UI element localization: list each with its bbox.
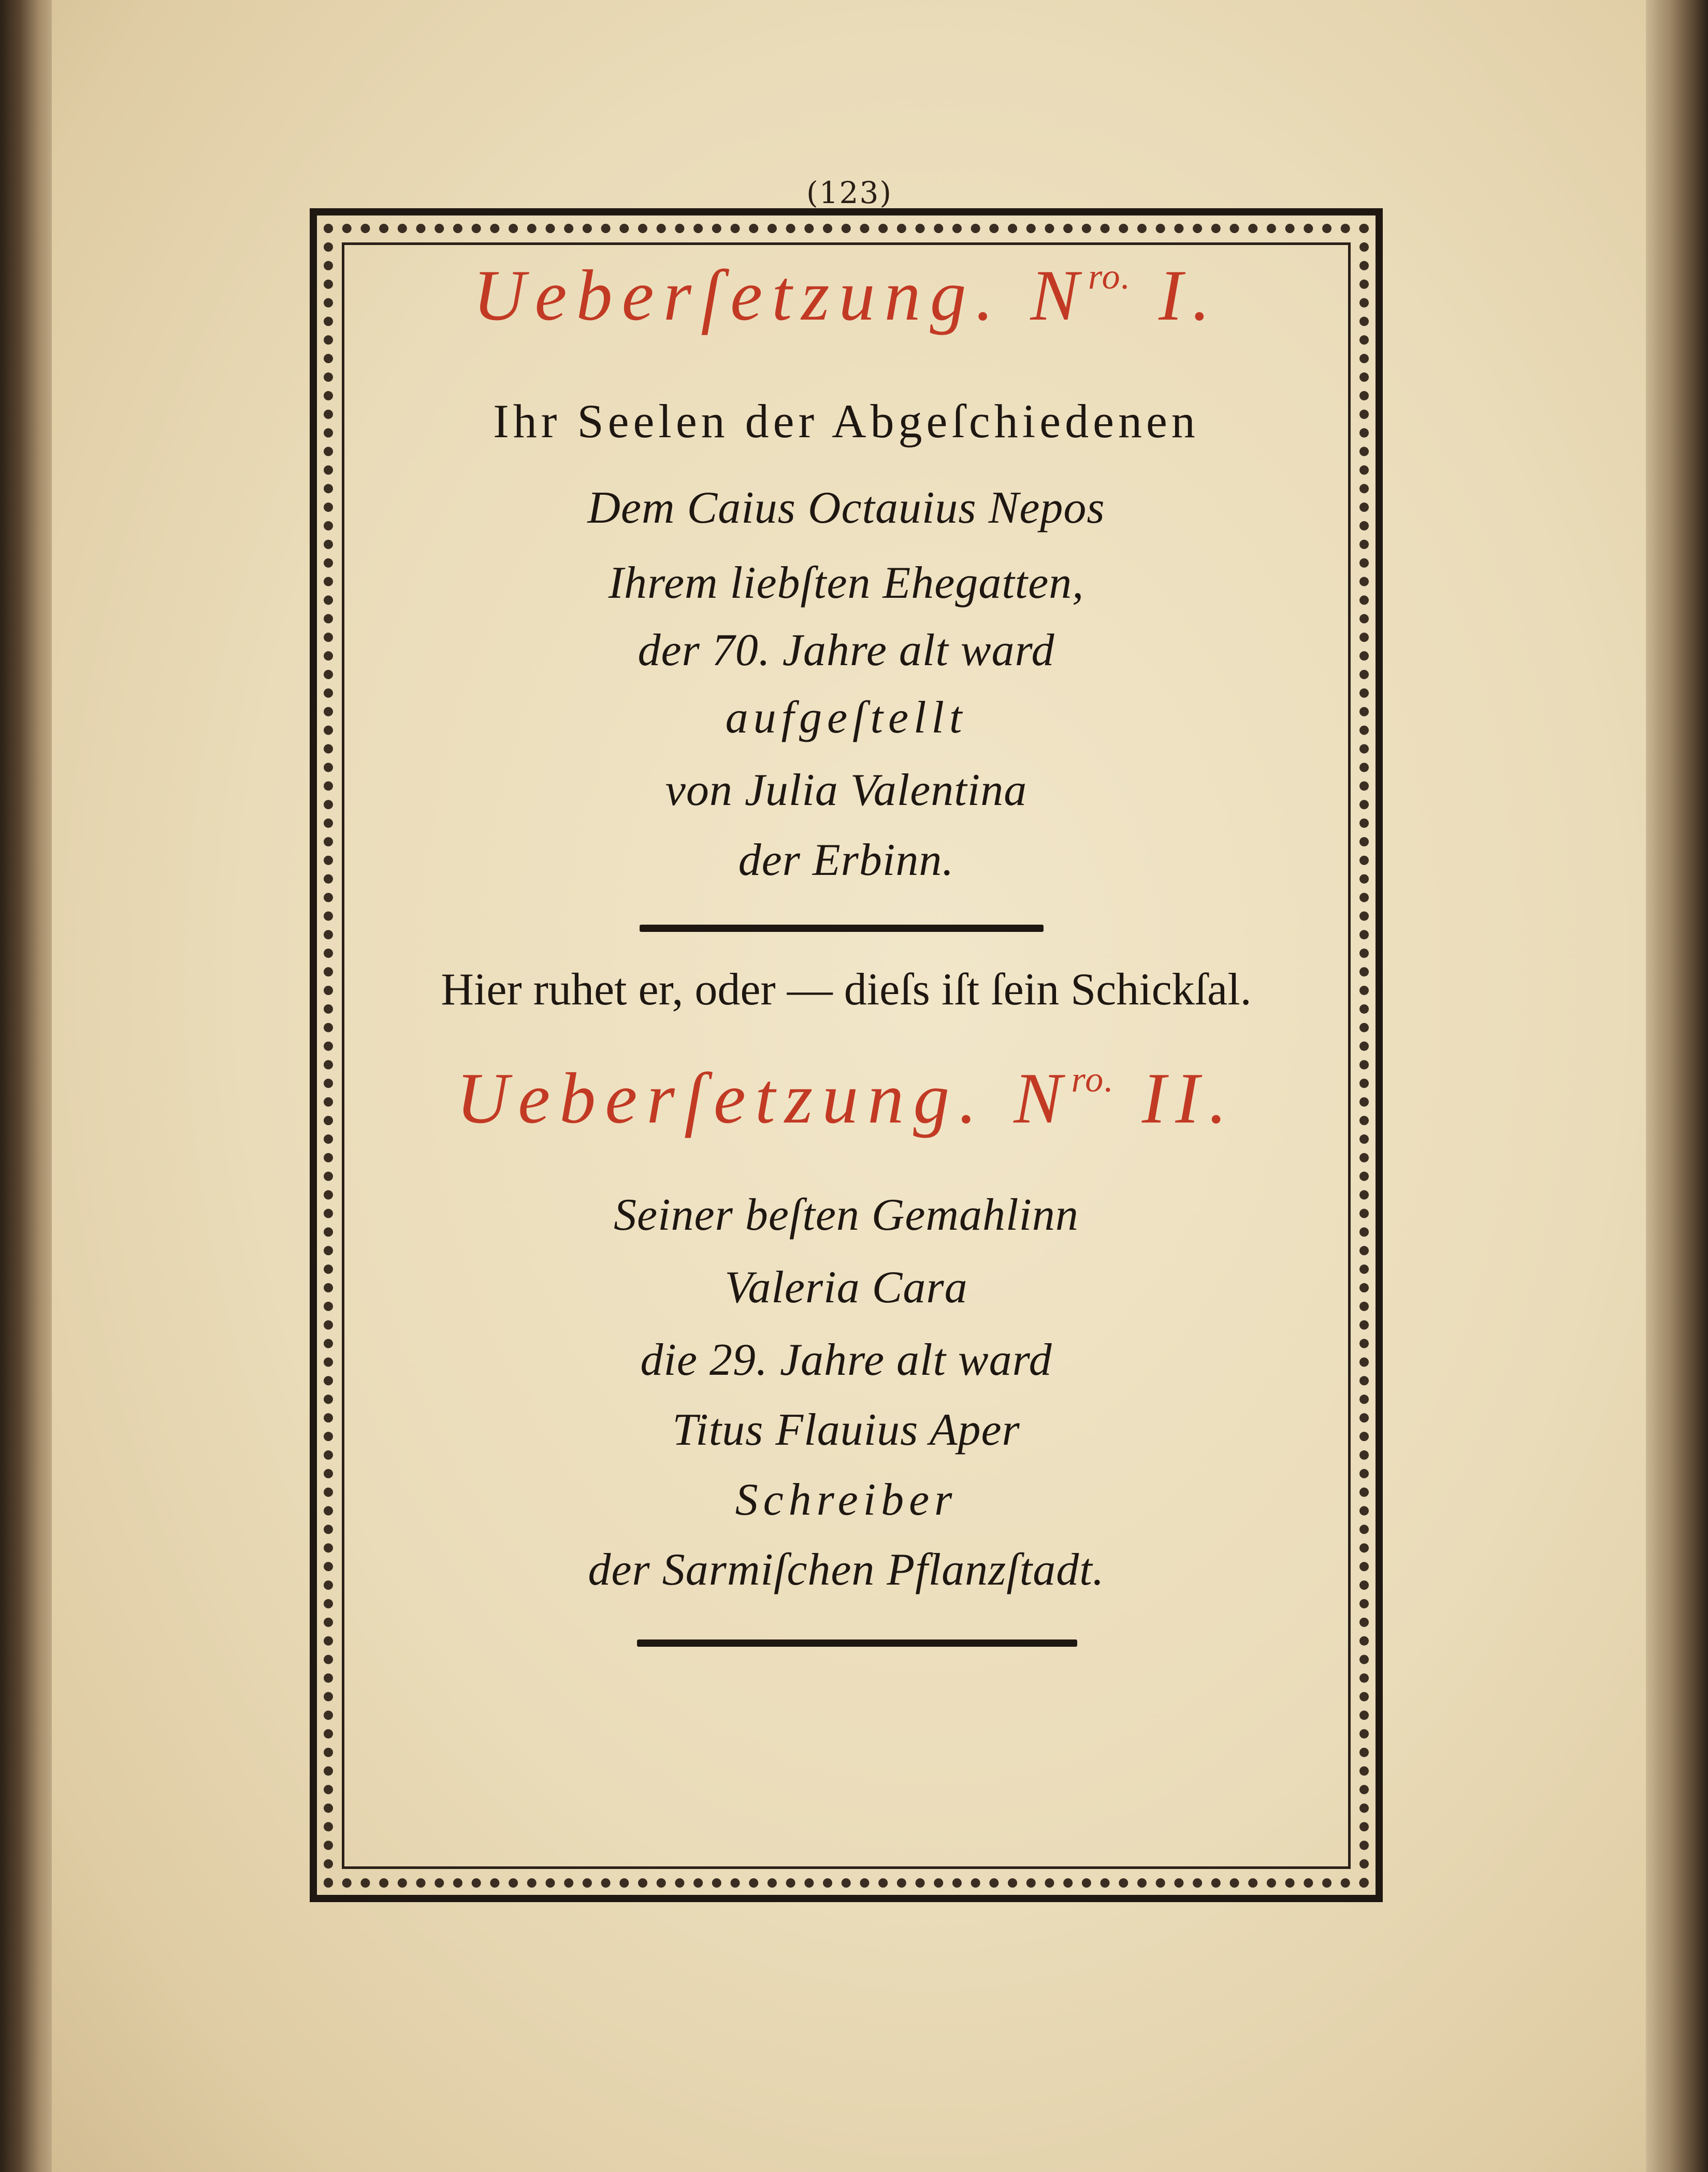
section1-line-6: von Julia Valentina — [665, 765, 1027, 815]
section2-line-3: die 29. Jahre alt ward — [640, 1335, 1052, 1385]
section2-line-5: Schreiber — [735, 1475, 958, 1525]
section1-line-5: aufgeſtellt — [725, 693, 967, 743]
divider-rule-bottom — [637, 1639, 1077, 1647]
section1-line-7: der Erbinn. — [738, 835, 954, 885]
divider-rule — [640, 925, 1044, 932]
section2-line-2: Valeria Cara — [725, 1262, 968, 1313]
section1-line-3: Ihrem liebſten Ehegatten, — [608, 558, 1084, 608]
section1-line-2: Dem Caius Octauius Nepos — [587, 483, 1105, 533]
section1-line-1: Ihr Seelen der Abgeſchiedenen — [493, 395, 1199, 448]
section1-heading-sup: ro. — [1088, 257, 1132, 297]
section2-heading — [342, 1057, 1351, 1140]
section2-heading-main: Ueberſetzung. N — [456, 1058, 1072, 1139]
section1-line-4: der 70. Jahre alt ward — [638, 625, 1055, 675]
section1-heading — [342, 254, 1351, 337]
section2-heading-num: II. — [1114, 1058, 1237, 1139]
section1-heading-main: Ueberſetzung. N — [473, 255, 1088, 336]
section2-line-1: Seiner beſten Gemahlinn — [614, 1190, 1079, 1240]
section2-line-4: Titus Flauius Aper — [672, 1405, 1020, 1455]
page-edge — [1646, 0, 1708, 2172]
section1-note: Hier ruhet er, oder — dieſs iſt ſein Schickſal. — [441, 965, 1252, 1015]
section2-heading-sup: ro. — [1071, 1060, 1114, 1100]
section2-line-6: der Sarmiſchen Pflanzſtadt. — [588, 1545, 1105, 1595]
section1-heading-num: I. — [1131, 255, 1220, 336]
book-binding — [0, 0, 57, 2172]
page-number: (123) — [806, 175, 892, 210]
